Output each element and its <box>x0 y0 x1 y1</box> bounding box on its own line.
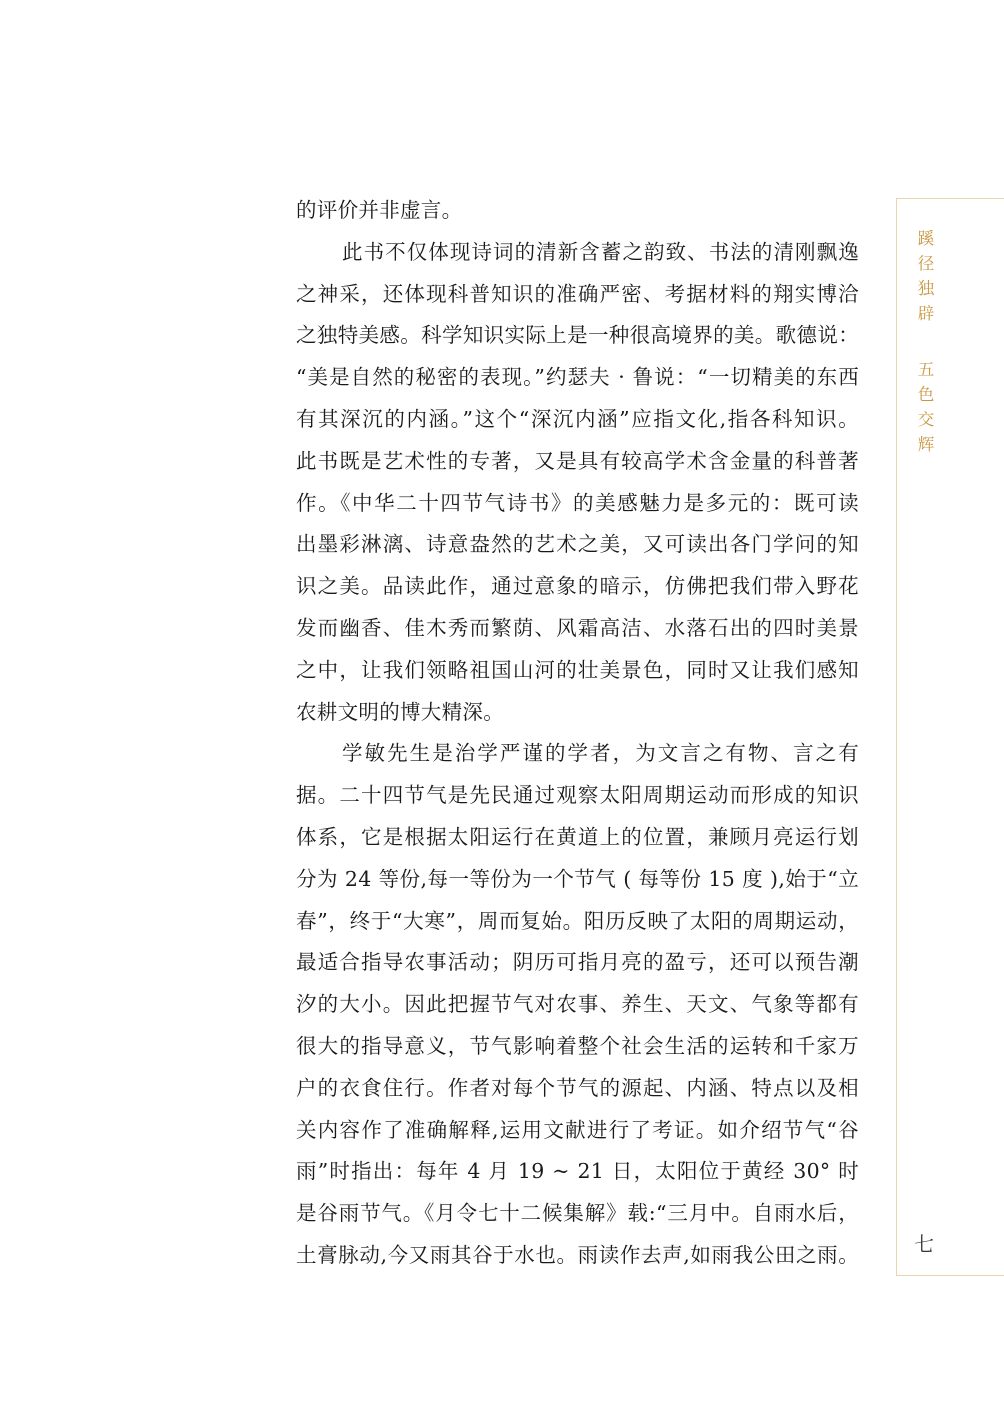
text-line: 学敏先生是治学严谨的学者，为文言之有物、言之有 <box>342 741 859 766</box>
text-line: 此书不仅体现诗词的清新含蓄之韵致、书法的清刚飘逸 <box>342 239 859 264</box>
text-line: 汐的大小。因此把握节气对农事、养生、天文、气象等都有 <box>296 992 859 1017</box>
text-line: 农耕文明的博大精深。 <box>296 699 504 724</box>
text-line: 此书既是艺术性的专著，又是具有较高学术含金量的科普著 <box>296 448 859 473</box>
text-line: 据。二十四节气是先民通过观察太阳周期运动而形成的知识 <box>296 783 859 808</box>
section-title-char: 五 <box>917 360 935 379</box>
text-line: 分为 24 等份,每一等份为一个节气 ( 每等份 15 度 ),始于“立 <box>296 866 859 891</box>
section-title-char: 辟 <box>917 304 935 323</box>
section-title-char: 径 <box>917 254 935 273</box>
text-line: 有其深沉的内涵。”这个“深沉内涵”应指文化,指各科知识。 <box>296 406 859 431</box>
section-title-char: 交 <box>917 410 935 429</box>
text-line: 春”，终于“大寒”，周而复始。阳历反映了太阳的周期运动， <box>296 908 859 933</box>
text-line: 雨”时指出：每年 4 月 19 ~ 21 日，太阳位于黄经 30° 时 <box>296 1159 859 1184</box>
text-line: “美是自然的秘密的表现。”约瑟夫 · 鲁说：“一切精美的东西 <box>296 365 859 390</box>
section-title-char: 色 <box>917 385 935 404</box>
text-line: 最适合指导农事活动；阴历可指月亮的盈亏，还可以预告潮 <box>296 950 859 975</box>
section-title <box>915 226 937 457</box>
text-line: 体系，它是根据太阳运行在黄道上的位置，兼顾月亮运行划 <box>296 824 859 849</box>
page-number: 七 <box>914 1232 934 1256</box>
text-line: 发而幽香、佳木秀而繁荫、风霜高洁、水落石出的四时美景 <box>296 615 859 640</box>
text-line: 户的衣食住行。作者对每个节气的源起、内涵、特点以及相 <box>296 1075 859 1100</box>
text-line: 土膏脉动,今又雨其谷于水也。雨读作去声,如雨我公田之雨。 <box>296 1242 859 1267</box>
text-line: 之中，让我们领略祖国山河的壮美景色，同时又让我们感知 <box>296 657 859 682</box>
text-line: 很大的指导意义，节气影响着整个社会生活的运转和千家万 <box>296 1033 859 1058</box>
text-line: 作。《中华二十四节气诗书》的美感魅力是多元的：既可读 <box>296 490 859 515</box>
text-line: 出墨彩淋漓、诗意盎然的艺术之美，又可读出各门学问的知 <box>296 532 859 557</box>
text-line: 之独特美感。科学知识实际上是一种很高境界的美。歌德说： <box>296 323 859 348</box>
text-line: 关内容作了准确解释,运用文献进行了考证。如介绍节气“谷 <box>296 1117 859 1142</box>
body-text <box>296 190 859 1277</box>
section-title-char: 辉 <box>917 435 935 454</box>
margin-band <box>896 198 1004 1276</box>
title-gap <box>915 326 937 357</box>
section-title-char: 蹊 <box>917 229 935 248</box>
section-title-char: 独 <box>917 279 935 298</box>
text-line: 是谷雨节气。《月令七十二候集解》载:“三月中。自雨水后， <box>296 1201 859 1226</box>
text-line: 的评价并非虚言。 <box>296 198 463 222</box>
text-line: 之神采，还体现科普知识的准确严密、考据材料的翔实博洽 <box>296 281 859 306</box>
text-line: 识之美。品读此作，通过意象的暗示，仿佛把我们带入野花 <box>296 574 859 599</box>
